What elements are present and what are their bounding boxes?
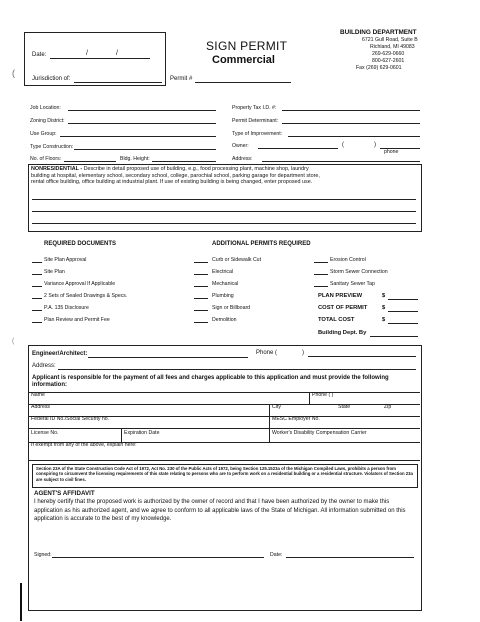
affidavit-date-label: Date:	[270, 552, 283, 558]
permit-check-6[interactable]	[194, 322, 208, 323]
description-line-2[interactable]	[32, 211, 416, 212]
description-line-3[interactable]	[32, 223, 416, 224]
affidavit-heading: AGENT'S AFFIDAVIT	[34, 490, 95, 497]
address-field[interactable]	[262, 161, 420, 162]
floors-label: No. of Floors:	[30, 156, 62, 162]
permit-storm-sewer: Storm Sewer Connection	[330, 269, 388, 275]
job-location-label: Job Location:	[30, 105, 61, 111]
phone-caption: phone	[384, 149, 399, 155]
permit-determinant-field[interactable]	[282, 123, 420, 124]
affidavit-text: I hereby certify that the proposed work is authorized by the owner of record and that I have been authorized by the owner to make this application as his authorized agent, and we agree to conform to all applicable laws of the State of Michigan. All information submitted on this application is accurate to the best of my knowledge.	[34, 499, 406, 523]
additional-permits-heading: ADDITIONAL PERMITS REQUIRED	[212, 241, 311, 247]
cost-of-permit-label: COST OF PERMIT	[318, 305, 368, 311]
use-group-label: Use Group:	[30, 131, 57, 137]
dept-address: 6721 Gull Road, Suite B	[362, 37, 418, 43]
applicant-notice: Applicant is responsible for the payment of all fees and charges applicable to this application and must provide the following information:	[32, 375, 389, 389]
permit-check-7[interactable]	[314, 262, 328, 263]
permit-sanitary: Sanitary Sewer Tap	[330, 281, 375, 287]
doc-check-2[interactable]	[32, 274, 42, 275]
owner-phone-close: )	[374, 142, 376, 148]
table-div-phone	[309, 392, 310, 404]
table-bottom	[28, 460, 420, 461]
bldg-height-label: Bldg. Height:	[120, 156, 150, 162]
fed-id-label: Federal ID No./Social Security no.	[31, 416, 110, 422]
tax-id-field[interactable]	[282, 110, 420, 111]
scan-mark-top: (	[12, 68, 15, 78]
plan-preview-label: PLAN PREVIEW	[318, 293, 363, 299]
cost-of-permit-field[interactable]	[388, 311, 418, 312]
nonresidential-line1: Describe in detail proposed use of building, e.g., food processing plant, machine shop, laundry	[83, 166, 309, 172]
permit-sign: Sign or Billboard	[212, 305, 251, 311]
permit-check-5[interactable]	[194, 310, 208, 311]
improvement-field[interactable]	[288, 136, 420, 137]
zoning-field[interactable]	[68, 123, 216, 124]
permit-check-4[interactable]	[194, 298, 208, 299]
dept-city: Richland, MI 49083	[370, 44, 415, 50]
signed-label: Signed:	[34, 552, 52, 558]
date-slash-1: /	[86, 50, 88, 57]
exempt-label: If exempt from any of the above, explain here:	[31, 442, 137, 448]
mesc-label: MESC Employer No.	[272, 416, 320, 422]
applicant-city-label: City	[272, 404, 281, 410]
job-location-field[interactable]	[68, 110, 216, 111]
nonresidential-line2: building at hospital, elementary school, secondary school, college, parochial school, parking garage for department store,	[31, 172, 320, 179]
owner-field[interactable]	[258, 148, 338, 149]
building-dept-by-field[interactable]	[370, 336, 418, 337]
owner-label: Owner:	[232, 143, 249, 149]
doc-pa135: P.A. 135 Disclosure	[44, 305, 89, 311]
page-subtitle: Commercial	[212, 54, 275, 66]
dept-fax: Fax (269) 629-0601	[356, 65, 402, 71]
dept-phone2: 800-627-2601	[372, 58, 405, 64]
doc-check-3[interactable]	[32, 286, 42, 287]
permit-check-1[interactable]	[194, 262, 208, 263]
scan-mark-mid: (	[12, 338, 15, 345]
doc-check-4[interactable]	[32, 298, 42, 299]
table-div-expiration	[121, 428, 122, 442]
engineer-phone-field[interactable]	[308, 356, 416, 357]
permit-erosion: Erosion Control	[330, 257, 366, 263]
plan-preview-currency: $	[382, 293, 386, 299]
applicant-name-label: Name	[31, 392, 45, 398]
dept-phone1: 269-629-0660	[372, 51, 405, 57]
date-slash-2: /	[116, 50, 118, 57]
doc-check-5[interactable]	[32, 310, 42, 311]
page-title: SIGN PERMIT	[206, 39, 288, 53]
permit-check-8[interactable]	[314, 274, 328, 275]
tax-id-label: Property Tax I.D. #:	[232, 105, 277, 111]
permit-check-2[interactable]	[194, 274, 208, 275]
applicant-address-label: Address	[31, 404, 51, 410]
table-div-city	[269, 404, 270, 416]
date-field[interactable]	[50, 58, 150, 59]
table-div-workers	[269, 428, 270, 442]
engineer-address-field[interactable]	[58, 369, 416, 370]
permit-determinant-label: Permit Determinant:	[232, 118, 279, 124]
engineer-phone-label: Phone (	[256, 350, 278, 356]
address-label: Address:	[232, 156, 253, 162]
legal-notice-text: Section 23A of the State Construction Code Act of 1972, Act No. 230 of the Public Acts of 1972, being Section 125.1523a of the Michigan Compiled Laws, prohibits a person from conspiring to circumvent the licensing requirements of this state relating to persons who are to perform work on a residential building or a residential structure. Violators of Section 23a are subject to civil fines.	[36, 466, 413, 482]
floors-field[interactable]	[64, 161, 116, 162]
zoning-label: Zoning District:	[30, 118, 65, 124]
permit-electrical: Electrical	[212, 269, 234, 275]
permit-curb: Curb or Sidewalk Cut	[212, 257, 262, 263]
signed-field[interactable]	[52, 557, 264, 558]
applicant-state-label: State	[338, 404, 351, 410]
building-dept-by-label: Building Dept. By	[318, 330, 367, 336]
table-top	[28, 392, 420, 393]
affidavit-date-field[interactable]	[286, 557, 414, 558]
improvement-label: Type of Improvement:	[232, 131, 283, 137]
engineer-label: Engineer/Architect:	[32, 351, 88, 357]
required-docs-heading: REQUIRED DOCUMENTS	[44, 241, 117, 247]
owner-phone-open: (	[342, 142, 344, 148]
scan-mark-bottom	[20, 583, 22, 621]
permit-mechanical: Mechanical	[212, 281, 239, 287]
expiration-label: Expiration Date	[124, 430, 160, 436]
permit-check-9[interactable]	[314, 286, 328, 287]
permit-plumbing: Plumbing	[212, 293, 234, 299]
plan-preview-field[interactable]	[388, 299, 418, 300]
applicant-phone-label: Phone ( )	[312, 392, 334, 398]
total-cost-label: TOTAL COST	[318, 317, 355, 323]
permit-demolition: Demolition	[212, 317, 237, 323]
applicant-zip-label: Zip	[384, 404, 392, 410]
type-construction-label: Type Construction:	[30, 144, 74, 150]
doc-site-plan: Site Plan	[44, 269, 65, 275]
table-div-mesc	[269, 416, 270, 428]
jurisdiction-field[interactable]	[74, 82, 162, 83]
nonresidential-line3: rental office building, office building at industrial plant. If use of existing building is being changed, enter proposed use.	[31, 179, 313, 186]
doc-check-6[interactable]	[32, 322, 42, 323]
total-cost-field[interactable]	[388, 323, 418, 324]
doc-check-1[interactable]	[32, 262, 42, 263]
doc-sealed-drawings: 2 Sets of Sealed Drawings & Specs.	[44, 293, 128, 299]
table-row-1	[28, 404, 420, 405]
doc-variance: Variance Approval If Applicable	[44, 281, 116, 287]
nonresidential-heading: NONRESIDENTIAL -	[31, 166, 83, 172]
doc-site-plan-approval: Site Plan Approval	[44, 257, 87, 263]
date-label: Date:	[32, 52, 47, 58]
permit-no-label: Permit #	[170, 76, 193, 82]
description-line-1[interactable]	[32, 199, 416, 200]
engineer-phone-close: )	[302, 350, 304, 356]
table-row-3	[28, 428, 420, 429]
total-cost-currency: $	[382, 317, 386, 323]
cost-of-permit-currency: $	[382, 305, 386, 311]
engineer-field[interactable]	[88, 357, 248, 358]
license-label: License No.	[31, 430, 59, 436]
use-group-field[interactable]	[60, 136, 216, 137]
permit-no-field[interactable]	[195, 82, 291, 83]
workers-comp-label: Worker's Disability Compensation Carrier	[272, 430, 367, 436]
doc-plan-review: Plan Review and Permit Fee	[44, 317, 110, 323]
permit-check-3[interactable]	[194, 286, 208, 287]
jurisdiction-label: Jurisdiction of:	[32, 76, 71, 82]
bldg-height-field[interactable]	[152, 161, 216, 162]
dept-name: BUILDING DEPARTMENT	[340, 29, 417, 36]
nonresidential-text	[31, 166, 419, 186]
engineer-address-label: Address:	[32, 363, 56, 369]
type-construction-field[interactable]	[74, 149, 216, 150]
